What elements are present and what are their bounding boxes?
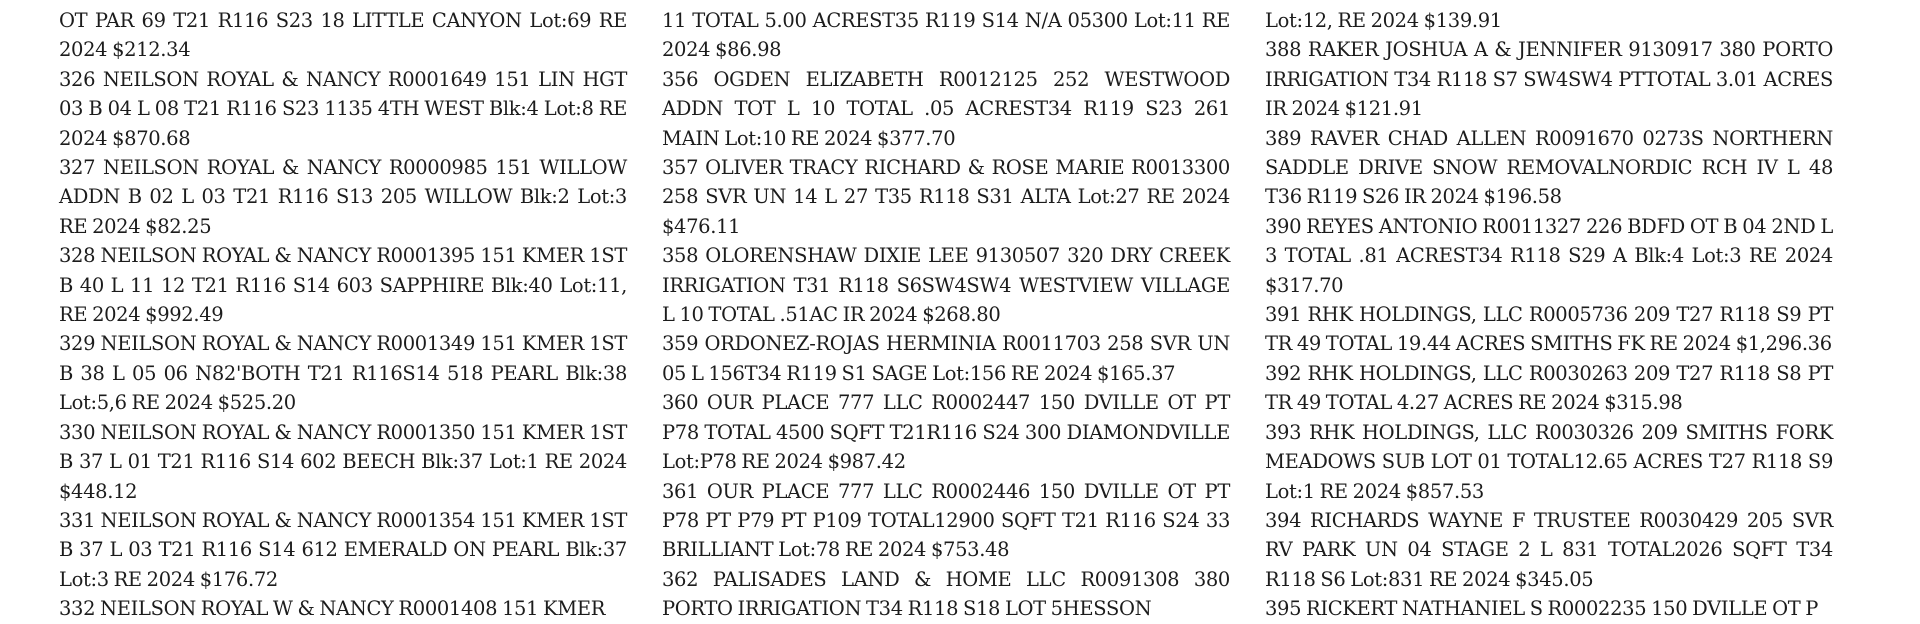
list-item: 326 NEILSON ROYAL & NANCY R0001649 151 LIN HGT 03 B 04 L 08 T21 R116 S23 1135 4TH WEST Blk:4 Lot:8 RE 2024 $870.68 — [59, 67, 627, 150]
list-item: 331 NEILSON ROYAL & NANCY R0001354 151 KMER 1ST B 37 L 03 T21 R116 S14 612 EMERALD ON PEARL Blk:37 Lot:3 RE 2024 $176.72 — [59, 508, 627, 591]
text-column-1 — [59, 6, 627, 624]
list-item: 329 NEILSON ROYAL & NANCY R0001349 151 KMER 1ST B 38 L 05 06 N82'BOTH T21 R116S14 518 PEARL Blk:38 Lot:5,6 RE 2024 $525.20 — [59, 332, 627, 415]
list-item: 357 OLIVER TRACY RICHARD & ROSE MARIE R0013300 258 SVR UN 14 L 27 T35 R118 S31 ALTA Lot:27 RE 2024 $476.11 — [662, 156, 1230, 238]
list-item: 332 NEILSON ROYAL W & NANCY R0001408 151 KMER — [59, 597, 606, 621]
list-item: 361 OUR PLACE 777 LLC R0002446 150 DVILLE OT PT P78 PT P79 PT P109 TOTAL12900 SQFT T21 R116 S24 33 BRILLIANT Lot:78 RE 2024 $753.48 — [662, 479, 1230, 562]
list-item: 359 ORDONEZ-ROJAS HERMINIA R0011703 258 SVR UN 05 L 156T34 R119 S1 SAGE Lot:156 RE 2024 $165.37 — [662, 332, 1230, 385]
list-item: 390 REYES ANTONIO R0011327 226 BDFD OT B 04 2ND L 3 TOTAL .81 ACREST34 R118 S29 A Blk:4 Lot:3 RE 2024 $317.70 — [1265, 214, 1833, 297]
list-item: 395 RICKERT NATHANIEL S R0002235 150 DVILLE OT P — [1265, 597, 1819, 621]
list-item: 330 NEILSON ROYAL & NANCY R0001350 151 KMER 1ST B 37 L 01 T21 R116 S14 602 BEECH Blk:37 Lot:1 RE 2024 $448.12 — [59, 420, 627, 503]
text-column-2 — [662, 6, 1230, 624]
list-item: 327 NEILSON ROYAL & NANCY R0000985 151 WILLOW ADDN B 02 L 03 T21 R116 S13 205 WILLOW Blk:2 Lot:3 RE 2024 $82.25 — [59, 156, 627, 238]
list-item: 393 RHK HOLDINGS, LLC R0030326 209 SMITHS FORK MEADOWS SUB LOT 01 TOTAL12.65 ACRES T27 R118 S9 Lot:1 RE 2024 $857.53 — [1265, 420, 1833, 503]
list-item: 389 RAVER CHAD ALLEN R0091670 0273S NORTHERN SADDLE DRIVE SNOW REMOVALNORDIC RCH IV L 48 T36 R119 S26 IR 2024 $196.58 — [1265, 126, 1833, 209]
list-item: Lot:12, RE 2024 $139.91 — [1265, 9, 1502, 32]
list-item: 360 OUR PLACE 777 LLC R0002447 150 DVILLE OT PT P78 TOTAL 4500 SQFT T21R116 S24 300 DIAMONDVILLE Lot:P78 RE 2024 $987.42 — [662, 391, 1230, 474]
list-item: 392 RHK HOLDINGS, LLC R0030263 209 T27 R118 S8 PT TR 49 TOTAL 4.27 ACRES RE 2024 $315.98 — [1265, 361, 1833, 415]
text-column-3 — [1265, 6, 1833, 624]
list-item: 356 OGDEN ELIZABETH R0012125 252 WESTWOOD ADDN TOT L 10 TOTAL .05 ACREST34 R119 S23 261 MAIN Lot:10 RE 2024 $377.70 — [662, 67, 1230, 150]
list-item: 391 RHK HOLDINGS, LLC R0005736 209 T27 R118 S9 PT TR 49 TOTAL 19.44 ACRES SMITHS FK RE 2024 $1,296.36 — [1265, 303, 1833, 356]
list-item: 328 NEILSON ROYAL & NANCY R0001395 151 KMER 1ST B 40 L 11 12 T21 R116 S14 603 SAPPHIRE Blk:40 Lot:11, RE 2024 $992.49 — [59, 244, 627, 327]
list-item: OT PAR 69 T21 R116 S23 18 LITTLE CANYON Lot:69 RE 2024 $212.34 — [59, 9, 627, 62]
list-item: 11 TOTAL 5.00 ACREST35 R119 S14 N/A 05300 Lot:11 RE 2024 $86.98 — [662, 9, 1230, 62]
list-item: 358 OLORENSHAW DIXIE LEE 9130507 320 DRY CREEK IRRIGATION T31 R118 S6SW4SW4 WESTVIEW VILLAGE L 10 TOTAL .51AC IR 2024 $268.80 — [662, 244, 1230, 327]
list-item: 362 PALISADES LAND & HOME LLC R0091308 380 PORTO IRRIGATION T34 R118 S18 LOT 5HESSON — [662, 567, 1230, 621]
list-item: 388 RAKER JOSHUA A & JENNIFER 9130917 380 PORTO IRRIGATION T34 R118 S7 SW4SW4 PTTOTAL 3.01 ACRES IR 2024 $121.91 — [1265, 38, 1833, 121]
list-item: 394 RICHARDS WAYNE F TRUSTEE R0030429 205 SVR RV PARK UN 04 STAGE 2 L 831 TOTAL2026 SQFT T34 R118 S6 Lot:831 RE 2024 $345.05 — [1265, 508, 1833, 591]
